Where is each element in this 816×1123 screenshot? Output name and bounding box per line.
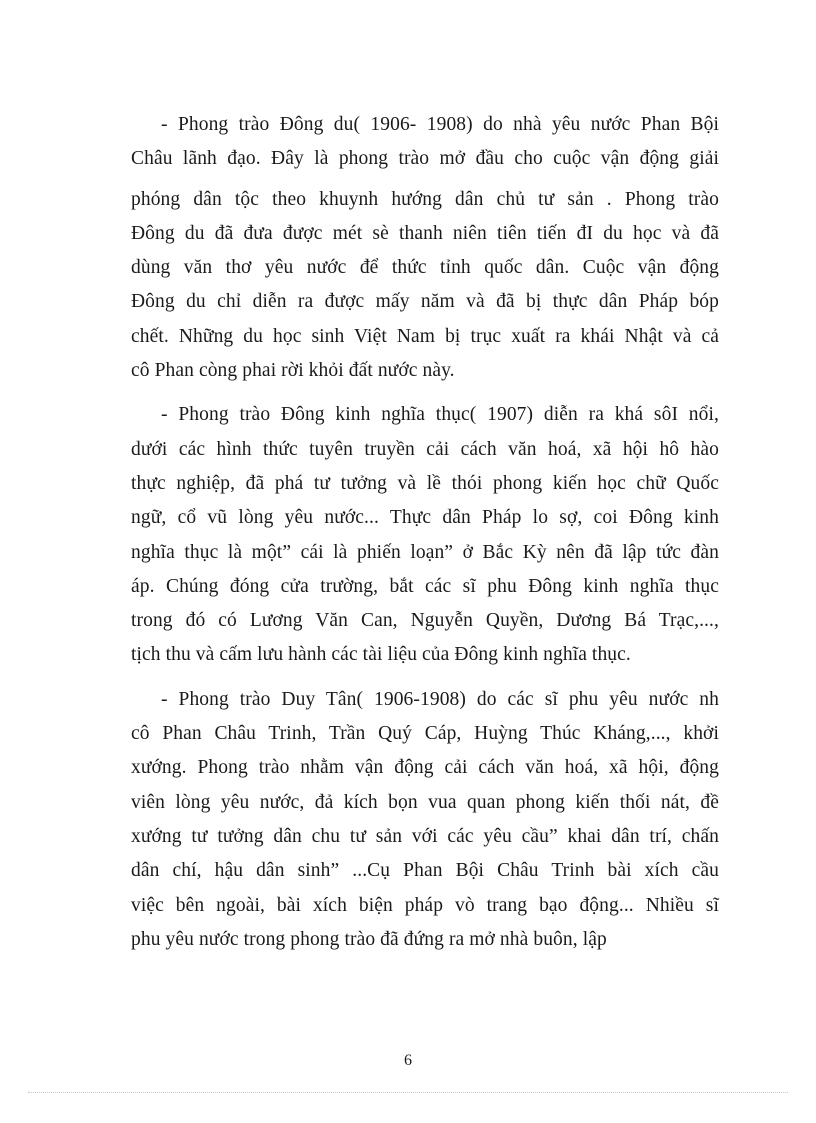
- text-line: Đông du đã đưa được mét sè thanh niên tiên tiến đI du học và đã: [131, 222, 719, 244]
- text-line: viên lòng yêu nước, đả kích bọn vua quan phong kiến thối nát, đề: [131, 791, 719, 813]
- text-line: ngữ, cổ vũ lòng yêu nước... Thực dân Pháp lo sợ, coi Đông kinh: [131, 507, 719, 529]
- page-number: 6: [404, 1052, 412, 1069]
- text-line: xướng. Phong trào nhằm vận động cải cách văn hoá, xã hội, động: [131, 757, 719, 779]
- text-line: dùng văn thơ yêu nước để thức tỉnh quốc dân. Cuộc vận động: [131, 257, 719, 279]
- text-line: chết. Những du học sinh Việt Nam bị trục xuất ra khái Nhật và cả: [131, 325, 719, 347]
- text-line: Đông du chỉ diễn ra được mấy năm và đã bị thực dân Pháp bóp: [131, 291, 719, 313]
- text-line: cô Phan còng phai rời khỏi đất nước này.: [131, 360, 455, 382]
- text-line: dân chí, hậu dân sinh” ...Cụ Phan Bội Châu Trinh bài xích cầu: [131, 860, 719, 882]
- text-line: xướng tư tưởng dân chu tư sản với các yêu cầu” khai dân trí, chấn: [131, 825, 719, 847]
- page-bottom-border: [28, 1092, 788, 1093]
- text-line: thực nghiệp, đã phá tư tưởng và lề thói phong kiến học chữ Quốc: [131, 472, 719, 494]
- text-line: - Phong trào Duy Tân( 1906-1908) do các sĩ phu yêu nước nh: [161, 688, 719, 710]
- text-line: tịch thu và cấm lưu hành các tài liệu của Đông kinh nghĩa thục.: [131, 644, 631, 666]
- text-line: phóng dân tộc theo khuynh hướng dân chủ tư sản . Phong trào: [131, 188, 719, 210]
- text-line: việc bên ngoài, bài xích biện pháp vò trang bạo động... Nhiều sĩ: [131, 894, 719, 916]
- paragraph-dong-du: [131, 108, 719, 388]
- text-line: trong đó có Lương Văn Can, Nguyễn Quyền, Dương Bá Trạc,...,: [131, 610, 719, 632]
- body-text: [131, 108, 719, 967]
- text-line: Châu lãnh đạo. Đây là phong trào mở đầu cho cuộc vận động giải: [131, 148, 719, 170]
- text-line: phu yêu nước trong phong trào đã đứng ra mở nhà buôn, lập: [131, 928, 607, 950]
- text-line: - Phong trào Đông kinh nghĩa thục( 1907) diễn ra khá sôI nổi,: [161, 404, 719, 426]
- text-line: dưới các hình thức tuyên truyền cải cách văn hoá, xã hội hô hào: [131, 438, 719, 460]
- text-line: nghĩa thục là một” cái là phiến loạn” ở Bắc Kỳ nên đã lập tức đàn: [131, 541, 719, 563]
- paragraph-duy-tan: [131, 683, 719, 957]
- text-line: cô Phan Châu Trinh, Trần Quý Cáp, Huỳng Thúc Kháng,..., khởi: [131, 723, 719, 745]
- paragraph-dong-kinh-nghia-thuc: [131, 398, 719, 672]
- text-line: - Phong trào Đông du( 1906- 1908) do nhà yêu nước Phan Bội: [161, 114, 719, 135]
- text-line: áp. Chúng đóng cửa trường, bắt các sĩ phu Đông kinh nghĩa thục: [131, 575, 719, 597]
